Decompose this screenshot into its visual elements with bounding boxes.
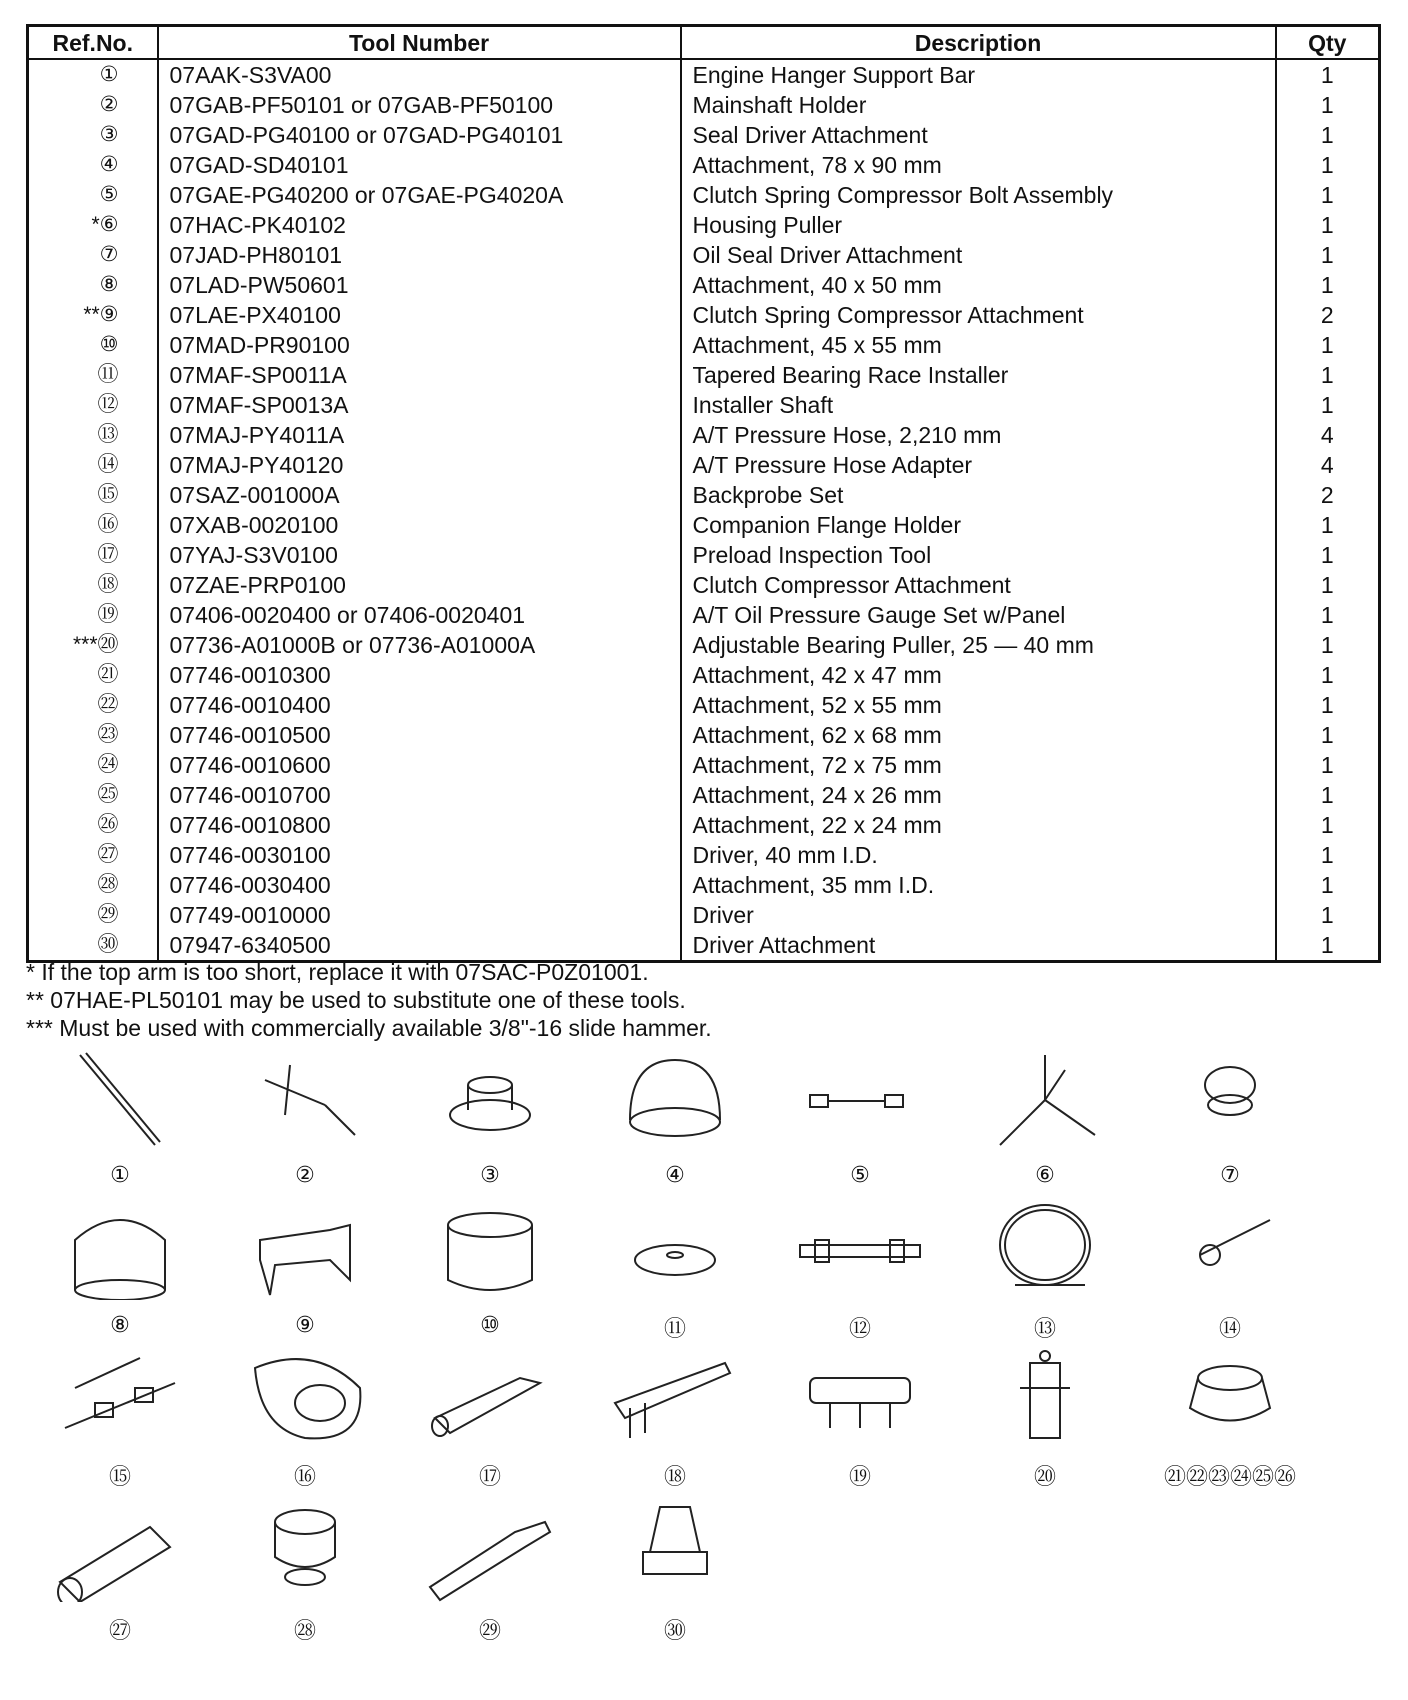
qty-cell: 1 [1276,750,1380,780]
bolt-assembly-icon [790,1050,930,1150]
ref-cell: ② [28,90,158,120]
description-cell: Companion Flange Holder [681,510,1276,540]
tool-number-cell: 07746-0010600 [158,750,681,780]
compressor-attachment-icon [235,1200,375,1300]
ref-cell: ㉗ [28,840,158,870]
tool-number-cell: 07AAK-S3VA00 [158,59,681,90]
footnote: * If the top arm is too short, replace it with 07SAC-P0Z01001. [26,959,649,985]
illustration-label: ㉚ [663,1618,686,1643]
table-row [28,90,1380,120]
table-row [28,720,1380,750]
ref-cell: ㉑ [28,660,158,690]
ref-cell: ㉙ [28,900,158,930]
table-row [28,570,1380,600]
clutch-attachment-icon [605,1348,745,1448]
description-cell: Clutch Compressor Attachment [681,570,1276,600]
qty-cell: 2 [1276,300,1380,330]
tool-illustration [30,1200,210,1348]
stepped-attachment-icon [1160,1348,1300,1448]
ref-cell: ㉖ [28,810,158,840]
description-cell: Seal Driver Attachment [681,120,1276,150]
qty-cell: 1 [1276,360,1380,390]
description-cell: Oil Seal Driver Attachment [681,240,1276,270]
illustration-label: ⑪ [663,1316,686,1341]
footnote: *** Must be used with commercially available 3/8"-16 slide hammer. [26,1015,712,1041]
qty-cell: 1 [1276,840,1380,870]
description-cell: Attachment, 52 x 55 mm [681,690,1276,720]
ring-attachment-icon [420,1200,560,1300]
qty-cell: 1 [1276,59,1380,90]
qty-cell: 1 [1276,270,1380,300]
ref-cell: ㉓ [28,720,158,750]
qty-cell: 1 [1276,690,1380,720]
header-qty: Qty [1276,26,1380,60]
qty-cell: 1 [1276,900,1380,930]
ref-cell: ⑫ [28,390,158,420]
illustration-label: ㉘ [293,1618,316,1643]
qty-cell: 1 [1276,930,1380,962]
ref-cell: ㉘ [28,870,158,900]
table-row [28,840,1380,870]
description-cell: Attachment, 45 x 55 mm [681,330,1276,360]
footnote: ** 07HAE-PL50101 may be used to substitute one of these tools. [26,987,686,1013]
tool-number-cell: 07MAJ-PY4011A [158,420,681,450]
illustration-label: ⑭ [1218,1316,1241,1341]
tool-illustration [1140,1200,1320,1348]
header-tool: Tool Number [158,26,681,60]
tool-number-cell: 07YAJ-S3V0100 [158,540,681,570]
oil-seal-driver-icon [1160,1050,1300,1150]
qty-cell: 1 [1276,210,1380,240]
description-cell: Attachment, 42 x 47 mm [681,660,1276,690]
cup-attachment-icon [50,1200,190,1300]
tools-table [26,24,1381,963]
table-row [28,630,1380,660]
mainshaft-holder-icon [235,1050,375,1150]
description-cell: Driver [681,900,1276,930]
description-cell: Engine Hanger Support Bar [681,59,1276,90]
dome-attachment-icon [605,1050,745,1150]
tool-number-cell: 07SAZ-001000A [158,480,681,510]
description-cell: Mainshaft Holder [681,90,1276,120]
tool-illustration [955,1200,1135,1348]
tool-number-cell: 07JAD-PH80101 [158,240,681,270]
qty-cell: 4 [1276,420,1380,450]
ref-cell: ① [28,59,158,90]
qty-cell: 1 [1276,150,1380,180]
qty-cell: 1 [1276,720,1380,750]
illustration-label: ㉑㉒㉓㉔㉕㉖ [1163,1464,1296,1489]
illustration-label: ⑬ [1033,1316,1056,1341]
tool-number-cell: 07XAB-0020100 [158,510,681,540]
description-cell: Tapered Bearing Race Installer [681,360,1276,390]
table-row [28,930,1380,962]
hose-adapter-icon [1160,1200,1300,1300]
qty-cell: 1 [1276,780,1380,810]
tool-illustration [215,1502,395,1650]
illustration-label: ⑧ [110,1312,130,1337]
qty-cell: 1 [1276,630,1380,660]
housing-puller-icon [975,1050,1115,1150]
table-row [28,510,1380,540]
ref-cell: ⑤ [28,180,158,210]
tool-number-cell: 07746-0030400 [158,870,681,900]
ref-cell: ⑮ [28,480,158,510]
tool-illustration [30,1502,210,1650]
bearing-puller-icon [975,1348,1115,1448]
illustration-label: ④ [665,1162,685,1187]
illustration-label: ⑩ [480,1312,500,1337]
table-row [28,420,1380,450]
description-cell: Attachment, 40 x 50 mm [681,270,1276,300]
tool-illustration [955,1050,1135,1198]
tool-number-cell: 07406-0020400 or 07406-0020401 [158,600,681,630]
ref-cell: ***⑳ [28,630,158,660]
tool-illustration [770,1200,950,1348]
tool-illustration [1140,1050,1320,1198]
tool-number-cell: 07736-A01000B or 07736-A01000A [158,630,681,660]
qty-cell: 1 [1276,570,1380,600]
qty-cell: 1 [1276,330,1380,360]
tool-illustration [585,1200,765,1348]
qty-cell: 1 [1276,240,1380,270]
table-row [28,150,1380,180]
illustration-label: ③ [480,1162,500,1187]
table-row [28,120,1380,150]
tool-number-cell: 07GAD-SD40101 [158,150,681,180]
tool-number-cell: 07746-0010700 [158,780,681,810]
description-cell: Driver Attachment [681,930,1276,962]
tool-number-cell: 07947-6340500 [158,930,681,962]
flange-holder-icon [235,1348,375,1448]
tool-number-cell: 07MAD-PR90100 [158,330,681,360]
race-installer-icon [605,1200,745,1300]
illustration-label: ⑯ [293,1464,316,1489]
tool-illustration [770,1348,950,1496]
description-cell: Clutch Spring Compressor Bolt Assembly [681,180,1276,210]
tool-number-cell: 07749-0010000 [158,900,681,930]
table-row [28,480,1380,510]
description-cell: Attachment, 62 x 68 mm [681,720,1276,750]
table-row [28,600,1380,630]
qty-cell: 1 [1276,510,1380,540]
ref-cell: ⑯ [28,510,158,540]
description-cell: Installer Shaft [681,390,1276,420]
illustration-label: ⑦ [1220,1162,1240,1187]
table-row [28,450,1380,480]
tool-number-cell: 07GAD-PG40100 or 07GAD-PG40101 [158,120,681,150]
tool-number-cell: 07MAF-SP0013A [158,390,681,420]
gauge-panel-icon [790,1348,930,1448]
backprobe-icon [50,1348,190,1448]
illustration-label: ⑥ [1035,1162,1055,1187]
ref-cell: ㉚ [28,930,158,962]
table-row [28,330,1380,360]
illustration-label: ⑲ [848,1464,871,1489]
tool-illustration [585,1348,765,1496]
tool-illustration [585,1502,765,1650]
ref-cell: ⑦ [28,240,158,270]
description-cell: Backprobe Set [681,480,1276,510]
tool-illustration [770,1050,950,1198]
tool-illustration [400,1200,580,1348]
tool-number-cell: 07746-0010300 [158,660,681,690]
tool-number-cell: 07746-0010800 [158,810,681,840]
table-row [28,540,1380,570]
ref-cell: ⑩ [28,330,158,360]
tool-illustration [30,1050,210,1198]
illustration-label: ⑨ [295,1312,315,1337]
illustration-label: ㉗ [108,1618,131,1643]
tool-number-cell: 07746-0010400 [158,690,681,720]
table-row [28,870,1380,900]
qty-cell: 1 [1276,600,1380,630]
description-cell: Clutch Spring Compressor Attachment [681,300,1276,330]
illustration-label: ⑮ [108,1464,131,1489]
table-row [28,59,1380,90]
pressure-hose-icon [975,1200,1115,1300]
ref-cell: ⑧ [28,270,158,300]
illustration-label: ⑤ [850,1162,870,1187]
table-row [28,810,1380,840]
qty-cell: 1 [1276,390,1380,420]
ref-cell: ㉔ [28,750,158,780]
ref-cell: ⑬ [28,420,158,450]
table-row [28,300,1380,330]
description-cell: Driver, 40 mm I.D. [681,840,1276,870]
ref-cell: ⑲ [28,600,158,630]
description-cell: Attachment, 35 mm I.D. [681,870,1276,900]
footnotes [26,958,712,1042]
tool-illustration [585,1050,765,1198]
tool-number-cell: 07746-0010500 [158,720,681,750]
tool-number-cell: 07LAE-PX40100 [158,300,681,330]
table-row [28,690,1380,720]
qty-cell: 1 [1276,120,1380,150]
ref-cell: ⑭ [28,450,158,480]
illustration-label: ⑱ [663,1464,686,1489]
ref-cell: ④ [28,150,158,180]
table-row [28,750,1380,780]
tool-illustration [215,1200,395,1348]
driver-icon [50,1502,190,1602]
driver-attachment-icon [605,1502,745,1602]
description-cell: Adjustable Bearing Puller, 25 — 40 mm [681,630,1276,660]
illustration-label: ㉙ [478,1618,501,1643]
support-bar-icon [50,1050,190,1150]
tool-illustration [215,1348,395,1496]
table-row [28,900,1380,930]
illustration-label: ⑫ [848,1316,871,1341]
qty-cell: 4 [1276,450,1380,480]
ref-cell: ㉕ [28,780,158,810]
table-header-row [28,26,1380,60]
tool-number-cell: 07HAC-PK40102 [158,210,681,240]
illustration-label: ⑰ [478,1464,501,1489]
tool-number-cell: 07LAD-PW50601 [158,270,681,300]
tool-number-cell: 07GAE-PG40200 or 07GAE-PG4020A [158,180,681,210]
table-row [28,660,1380,690]
qty-cell: 1 [1276,660,1380,690]
table-row [28,240,1380,270]
ref-cell: ⑪ [28,360,158,390]
qty-cell: 1 [1276,180,1380,210]
tool-illustration [30,1348,210,1496]
seal-driver-icon [420,1050,560,1150]
table-row [28,360,1380,390]
tool-number-cell: 07GAB-PF50101 or 07GAB-PF50100 [158,90,681,120]
illustration-label: ② [295,1162,315,1187]
description-cell: Preload Inspection Tool [681,540,1276,570]
ref-cell: *⑥ [28,210,158,240]
illustration-label: ⑳ [1033,1464,1056,1489]
description-cell: Attachment, 22 x 24 mm [681,810,1276,840]
qty-cell: 1 [1276,870,1380,900]
description-cell: A/T Pressure Hose Adapter [681,450,1276,480]
qty-cell: 1 [1276,540,1380,570]
qty-cell: 1 [1276,810,1380,840]
tool-number-cell: 07746-0030100 [158,840,681,870]
tool-number-cell: 07MAF-SP0011A [158,360,681,390]
tool-illustration [400,1050,580,1198]
description-cell: Attachment, 24 x 26 mm [681,780,1276,810]
ref-cell: ⑱ [28,570,158,600]
ref-cell: ⑰ [28,540,158,570]
driver-handle-icon [420,1502,560,1602]
ref-cell: ㉒ [28,690,158,720]
ref-cell: ③ [28,120,158,150]
qty-cell: 2 [1276,480,1380,510]
table-row [28,210,1380,240]
description-cell: A/T Pressure Hose, 2,210 mm [681,420,1276,450]
table-row [28,780,1380,810]
ref-cell: **⑨ [28,300,158,330]
tool-illustration [1140,1348,1320,1496]
tool-illustration [400,1348,580,1496]
tool-number-cell: 07ZAE-PRP0100 [158,570,681,600]
cap-attachment-icon [235,1502,375,1602]
tool-illustration [955,1348,1135,1496]
installer-shaft-icon [790,1200,930,1300]
illustration-label: ① [110,1162,130,1187]
tool-illustration [215,1050,395,1198]
table-row [28,270,1380,300]
description-cell: Attachment, 78 x 90 mm [681,150,1276,180]
qty-cell: 1 [1276,90,1380,120]
description-cell: Attachment, 72 x 75 mm [681,750,1276,780]
description-cell: Housing Puller [681,210,1276,240]
description-cell: A/T Oil Pressure Gauge Set w/Panel [681,600,1276,630]
preload-tool-icon [420,1348,560,1448]
tool-number-cell: 07MAJ-PY40120 [158,450,681,480]
header-ref: Ref.No. [28,26,158,60]
header-desc: Description [681,26,1276,60]
table-row [28,390,1380,420]
tool-illustration [400,1502,580,1650]
table-row [28,180,1380,210]
